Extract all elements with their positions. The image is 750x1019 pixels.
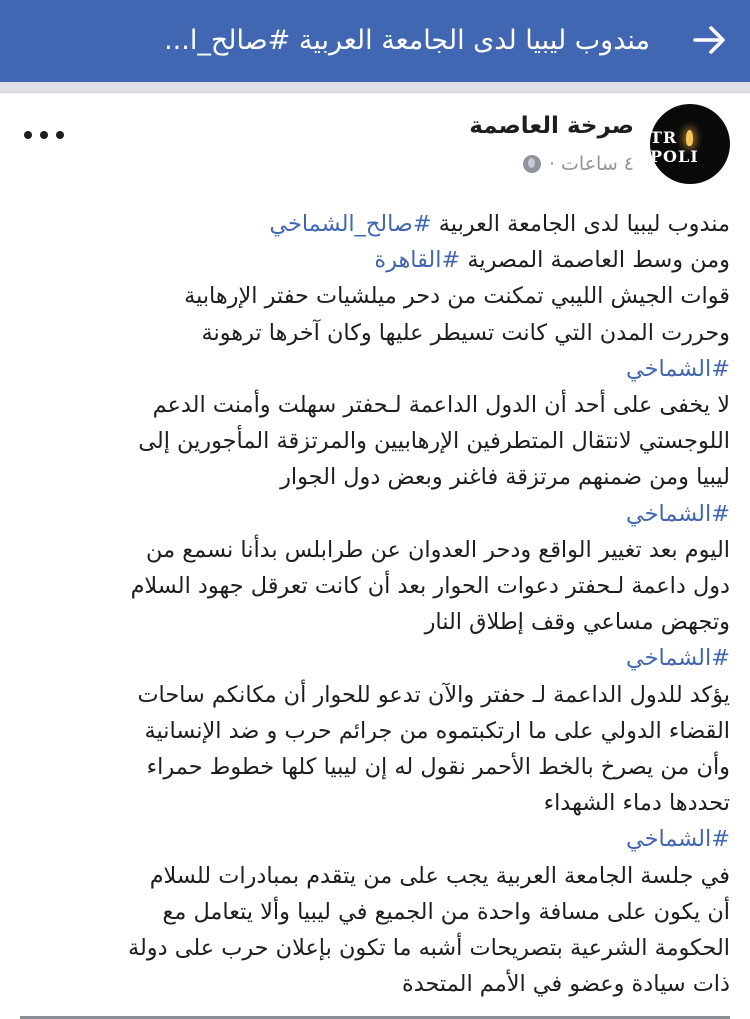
page-name-link[interactable]: صرخة العاصمة xyxy=(469,113,634,139)
post-text-segment: تحددها دماء الشهداء xyxy=(543,790,730,817)
globe-icon xyxy=(523,155,541,173)
more-dot xyxy=(56,131,64,139)
separator xyxy=(0,82,750,92)
post-text-segment: وحررت المدن التي كانت تسيطر عليها وكان آخرها ترهونة xyxy=(201,319,730,346)
post-text-line xyxy=(18,496,730,532)
post-text-segment: مندوب ليبيا لدى الجامعة العربية xyxy=(431,211,730,237)
more-options-button[interactable] xyxy=(24,123,64,147)
hashtag-link[interactable]: #الشماخي xyxy=(625,645,730,672)
avatar[interactable] xyxy=(650,104,730,184)
page-title: مندوب ليبيا لدى الجامعة العربية #صالح_ا... xyxy=(164,25,650,56)
post-text-segment: يؤكد للدول الداعمة لـ حفتر والآن تدعو للحوار أن مكانكم ساحات xyxy=(137,681,730,708)
post-text xyxy=(18,206,730,1002)
post-text-segment: ومن وسط العاصمة المصرية xyxy=(460,247,730,274)
post-text-segment: وأن من يصرخ بالخط الأحمر نقول له إن ليبيا كلها خطوط حمراء xyxy=(146,754,730,781)
post-text-segment: اللوجستي لانتقال المتطرفين الإرهابيين والمرتزقة المأجورين إلى xyxy=(138,428,730,455)
hashtag-link[interactable]: #القاهرة xyxy=(374,247,461,274)
post-text-segment: قوات الجيش الليبي تمكنت من دحر ميلشيات حفتر الإرهابية xyxy=(184,283,730,310)
post-text-line xyxy=(18,206,730,242)
post-text-line xyxy=(18,640,730,676)
post-text-segment: ذات سيادة وعضو في الأمم المتحدة xyxy=(402,971,730,998)
post-text-line xyxy=(18,894,730,930)
post-text-line xyxy=(18,242,730,278)
post-text-line xyxy=(18,351,730,387)
more-dots-icon xyxy=(24,131,32,139)
hashtag-link[interactable]: #الشماخي xyxy=(625,500,730,527)
hashtag-link[interactable]: #الشماخي xyxy=(625,355,730,382)
post-text-segment: دول داعمة لـحفتر دعوات الحوار بعد أن كانت تعرقل جهود السلام xyxy=(130,573,730,600)
top-app-bar xyxy=(0,0,750,82)
post-text-line xyxy=(18,677,730,713)
post-text-segment: لا يخفى على أحد أن الدول الداعمة لـحفتر سهلت وأمنت الدعم xyxy=(152,392,730,419)
post-card xyxy=(0,92,750,1019)
arrow-right-icon xyxy=(693,25,727,55)
post-text-line xyxy=(18,423,730,459)
post-text-line xyxy=(18,532,730,568)
post-text-line xyxy=(18,930,730,966)
post-text-segment: الحكومة الشرعية بتصريحات أشبه ما تكون بإعلان حرب على دولة xyxy=(127,935,730,962)
hashtag-link[interactable]: #الشماخي xyxy=(625,826,730,853)
post-text-segment: القضاء الدولي على ما ارتكبتموه من جرائم حرب و ضد الإنسانية xyxy=(144,717,730,744)
post-text-segment: وتجهض مساعي وقف إطلاق النار xyxy=(424,609,730,636)
post-text-segment: اليوم بعد تغيير الواقع ودحر العدوان عن طرابلس بدأنا نسمع من xyxy=(146,536,730,563)
post-text-line xyxy=(18,278,730,314)
back-button[interactable] xyxy=(690,20,730,60)
post-time[interactable]: ٤ ساعات · xyxy=(548,153,634,175)
post-text-line xyxy=(18,459,730,495)
post-text-line xyxy=(18,568,730,604)
avatar-text: TR POLI xyxy=(650,128,699,166)
post-text-line xyxy=(18,713,730,749)
hashtag-link[interactable]: #صالح_الشماخي xyxy=(269,211,432,237)
post-meta xyxy=(523,153,634,175)
post-text-segment: أن يكون على مسافة واحدة من الجميع في ليبيا وألا يتعامل مع xyxy=(162,898,730,925)
post-text-line xyxy=(18,858,730,894)
post-text-line xyxy=(18,604,730,640)
post-text-line xyxy=(18,785,730,821)
more-dot xyxy=(40,131,48,139)
post-text-line xyxy=(18,821,730,857)
post-text-line xyxy=(18,315,730,351)
post-text-segment: ليبيا ومن ضمنهم مرتزقة فاغنر وبعض دول الجوار xyxy=(280,464,730,491)
post-text-line xyxy=(18,966,730,1002)
post-text-line xyxy=(18,749,730,785)
post-text-segment: في جلسة الجامعة العربية يجب على من يتقدم بمبادرات للسلام xyxy=(149,862,730,889)
post-text-line xyxy=(18,387,730,423)
